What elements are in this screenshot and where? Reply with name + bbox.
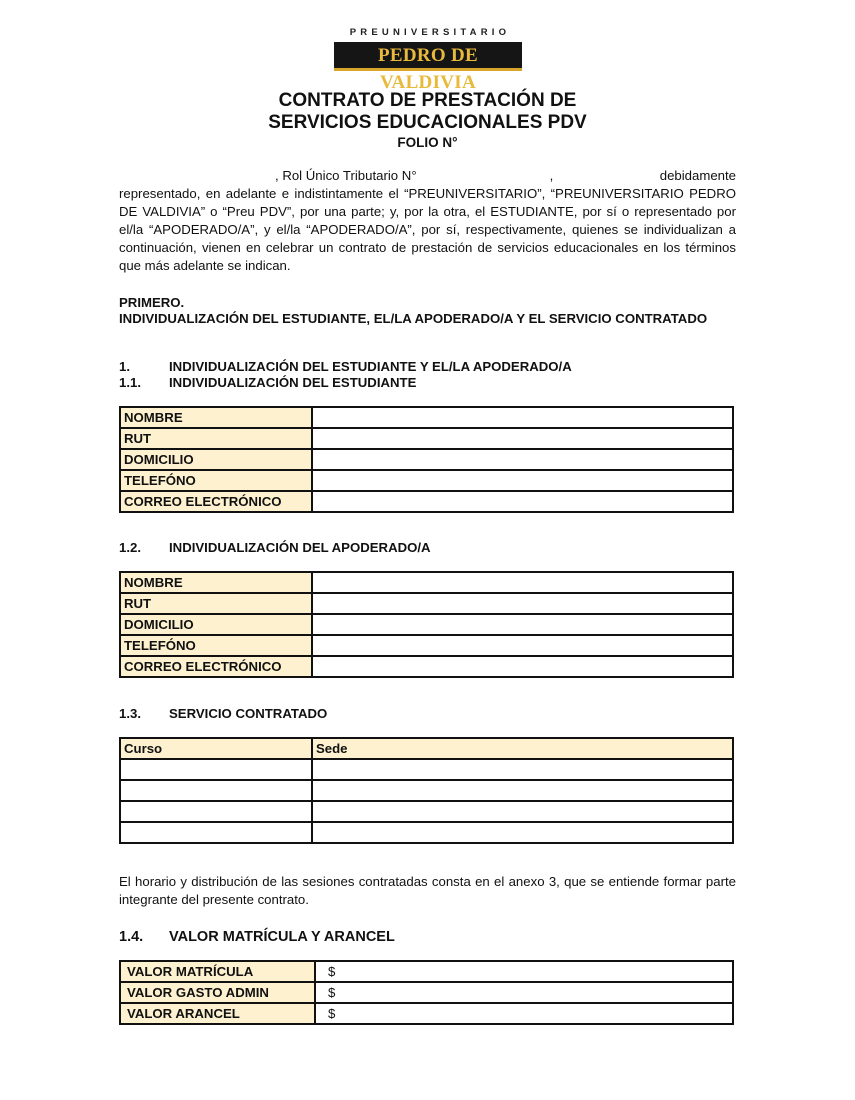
section-1-3-heading — [119, 706, 327, 722]
fees-table — [119, 960, 734, 1025]
student-label-domicilio: DOMICILIO — [120, 449, 312, 470]
doc-title-line1: CONTRATO DE PRESTACIÓN DE — [278, 90, 577, 111]
student-label-rut: RUT — [120, 428, 312, 449]
table-row — [120, 428, 733, 449]
service-curso-field[interactable] — [120, 759, 312, 780]
section-1-number: 1. — [119, 359, 130, 374]
guardian-label-telefono: TELEFÓNO — [120, 635, 312, 656]
guardian-label-nombre: NOMBRE — [120, 572, 312, 593]
table-row — [120, 801, 733, 822]
table-row — [120, 407, 733, 428]
section-1-3-title: SERVICIO CONTRATADO — [169, 706, 328, 721]
student-label-correo: CORREO ELECTRÓNICO — [120, 491, 312, 512]
fee-label-arancel: VALOR ARANCEL — [120, 1003, 315, 1024]
table-row — [120, 780, 733, 801]
guardian-telefono-field[interactable] — [312, 635, 733, 656]
section-1-1-heading — [119, 375, 416, 391]
table-row — [120, 491, 733, 512]
section-1-2-heading — [119, 540, 431, 556]
table-row — [120, 470, 733, 491]
fee-matricula-field[interactable]: $ — [315, 961, 733, 982]
service-curso-field[interactable] — [120, 801, 312, 822]
service-sede-field[interactable] — [312, 822, 733, 843]
guardian-nombre-field[interactable] — [312, 572, 733, 593]
intro-first-line — [119, 167, 736, 185]
service-curso-field[interactable] — [120, 822, 312, 843]
table-row — [120, 449, 733, 470]
intro-comma: , — [549, 168, 554, 183]
section-1-2-title: INDIVIDUALIZACIÓN DEL APODERADO/A — [169, 540, 431, 555]
intro-debidamente: debidamente — [659, 168, 736, 183]
fee-arancel-field[interactable]: $ — [315, 1003, 733, 1024]
section-1-4-number: 1.4. — [119, 929, 144, 945]
student-label-nombre: NOMBRE — [120, 407, 312, 428]
guardian-correo-field[interactable] — [312, 656, 733, 677]
student-domicilio-field[interactable] — [312, 449, 733, 470]
table-row — [120, 759, 733, 780]
table-row — [120, 593, 733, 614]
fee-label-matricula: VALOR MATRÍCULA — [120, 961, 315, 982]
service-sede-field[interactable] — [312, 801, 733, 822]
section-first-heading: INDIVIDUALIZACIÓN DEL ESTUDIANTE, EL/LA APODERADO/A Y EL SERVICIO CONTRATADO — [119, 311, 708, 326]
guardian-domicilio-field[interactable] — [312, 614, 733, 635]
section-first-label: PRIMERO. — [119, 295, 185, 310]
guardian-label-correo: CORREO ELECTRÓNICO — [120, 656, 312, 677]
service-table — [119, 737, 734, 844]
table-row — [120, 982, 733, 1003]
student-table — [119, 406, 734, 513]
section-1-heading — [119, 359, 572, 375]
section-1-1-number: 1.1. — [119, 375, 141, 390]
section-1-1-title: INDIVIDUALIZACIÓN DEL ESTUDIANTE — [169, 375, 417, 390]
guardian-label-rut: RUT — [120, 593, 312, 614]
schedule-note: El horario y distribución de las sesiones contratadas consta en el anexo 3, que se entiende formar parte integrante del presente contrato. — [119, 874, 736, 907]
student-telefono-field[interactable] — [312, 470, 733, 491]
doc-title-line2: SERVICIOS EDUCACIONALES PDV — [268, 112, 587, 133]
service-sede-field[interactable] — [312, 759, 733, 780]
table-header-row — [120, 738, 733, 759]
student-correo-field[interactable] — [312, 491, 733, 512]
service-sede-field[interactable] — [312, 780, 733, 801]
folio-label: FOLIO N° — [397, 135, 458, 150]
section-1-3-number: 1.3. — [119, 706, 141, 721]
section-1-4-heading — [119, 929, 395, 945]
brand-logo — [334, 27, 522, 93]
table-row — [120, 961, 733, 982]
table-row — [120, 614, 733, 635]
student-rut-field[interactable] — [312, 428, 733, 449]
fee-gasto-admin-field[interactable]: $ — [315, 982, 733, 1003]
section-1-4-title: VALOR MATRÍCULA Y ARANCEL — [169, 929, 395, 945]
guardian-table — [119, 571, 734, 678]
table-row — [120, 1003, 733, 1024]
table-row — [120, 656, 733, 677]
guardian-rut-field[interactable] — [312, 593, 733, 614]
table-row — [120, 635, 733, 656]
service-header-sede: Sede — [312, 738, 733, 759]
logo-name: PEDRO DE VALDIVIA — [334, 42, 522, 71]
table-row — [120, 572, 733, 593]
intro-paragraph — [119, 167, 736, 275]
section-1-title: INDIVIDUALIZACIÓN DEL ESTUDIANTE Y EL/LA APODERADO/A — [169, 359, 572, 374]
section-1-2-number: 1.2. — [119, 540, 141, 555]
student-label-telefono: TELEFÓNO — [120, 470, 312, 491]
intro-body: representado, en adelante e indistintamente el “PREUNIVERSITARIO”, “PREUNIVERSITARIO PEDRO DE VALDIVIA” o “Preu PDV”, por una parte; y, por la otra, el ESTUDIANTE, por sí o representado por el/la “APODERADO/A”, y el/la “APODERADO/A”, por sí, respectivamente, quienes se individualizan a continuación, vienen en celebrar un contrato de prestación de servicios educacionales en los términos que más adelante se indican. — [119, 186, 736, 273]
table-row — [120, 822, 733, 843]
service-header-curso: Curso — [120, 738, 312, 759]
guardian-label-domicilio: DOMICILIO — [120, 614, 312, 635]
intro-rut-fragment: , Rol Único Tributario N° — [275, 168, 417, 183]
service-curso-field[interactable] — [120, 780, 312, 801]
fee-label-gasto-admin: VALOR GASTO ADMIN — [120, 982, 315, 1003]
student-nombre-field[interactable] — [312, 407, 733, 428]
logo-tagline: PREUNIVERSITARIO — [349, 27, 511, 38]
